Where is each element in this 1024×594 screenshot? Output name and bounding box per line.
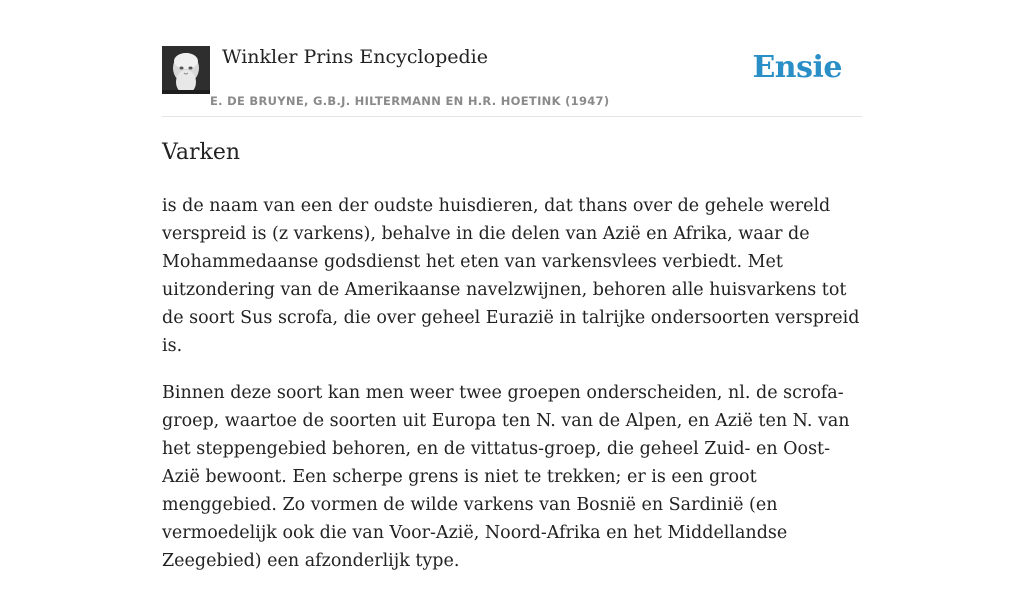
article-body bbox=[162, 192, 862, 594]
author-portrait-icon bbox=[162, 46, 210, 94]
article-paragraph: is de naam van een der oudste huisdieren, dat thans over de gehele wereld verspreid is (z varkens), behalve in die delen van Azië en Afrika, waar de Mohammedaanse godsdienst het eten van varkensvlees verbiedt. Met uitzondering van de Amerikaanse navelzwijnen, behoren alle huisvarkens tot de soort Sus scrofa, die over geheel Eurazië in talrijke ondersoorten verspreid is. bbox=[162, 196, 860, 356]
avatar[interactable] bbox=[162, 46, 210, 94]
brand-logo-link[interactable]: Ensie bbox=[752, 50, 842, 85]
source-authors: E. DE BRUYNE, G.B.J. HILTERMANN EN H.R. HOETINK (1947) bbox=[210, 94, 610, 108]
source-header bbox=[162, 44, 862, 117]
article-paragraph: Binnen deze soort kan men weer twee groepen onderscheiden, nl. de scrofa-groep, waartoe de soorten uit Europa ten N. van de Alpen, en Azië ten N. van het steppengebied behoren, en de vittatus-groep, die geheel Zuid- en Oost-Azië bewoont. Een scherpe grens is niet te trekken; er is een groot menggebied. Zo vormen de wilde varkens van Bosnië en Sardinië (en vermoedelijk ook die van Voor-Azië, Noord-Afrika en het Middellandse Zeegebied) een afzonderlijk type. bbox=[162, 383, 850, 571]
article-title: Varken bbox=[162, 140, 241, 165]
source-title[interactable]: Winkler Prins Encyclopedie bbox=[222, 46, 488, 68]
